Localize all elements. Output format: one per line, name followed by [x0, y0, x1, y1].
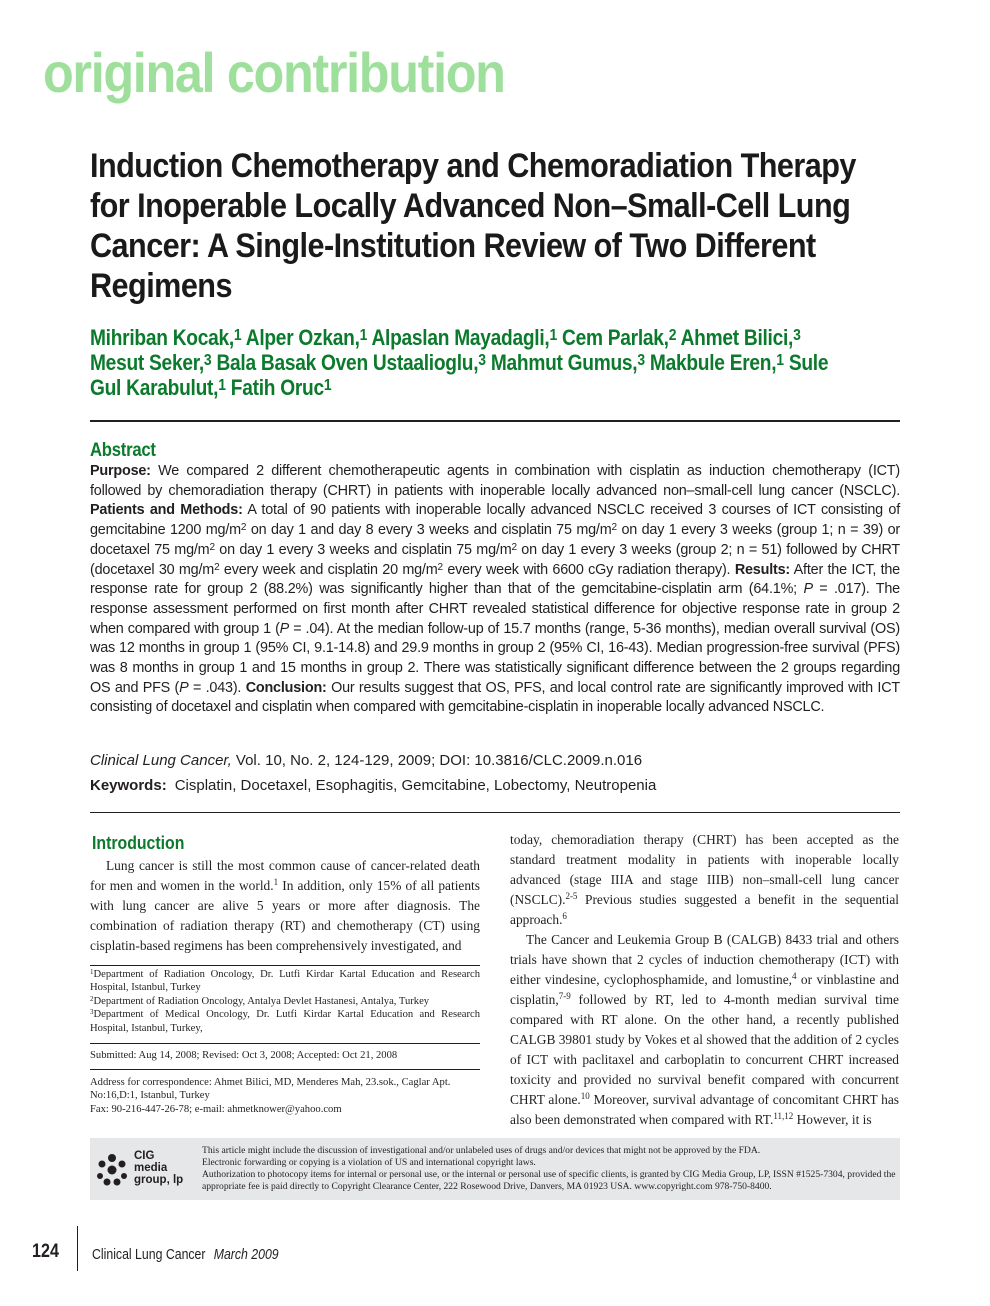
methods-text: A total of 90 patients with inoperable locally advanced NSCLC received 3 courses of ICT consisting of gemcitabine 1200 $mg/m^2$ on day 1 and day 8 every 3 weeks and cisplatin 75 $mg/m^2$ on day 1 every 3 weeks (group 1; n = 39) or docetaxel 75 $mg/m^2$ on day 1 every 3 weeks and cisplatin 75 $mg/m^2$ on day 1 every 3 weeks (group 2; n = 51) followed by CHRT (docetaxel 30 $mg/m^2$ every week and cisplatin 20 $mg/m^2$ every week with 6600 cGy radiation therapy).: [90, 502, 901, 578]
reference-superscript: 1: [273, 877, 279, 887]
affiliation: $^1$Department of Radiation Oncology, Dr. Lutfi Kirdar Kartal Education and Research Hospital, Istanbul, Turkey: [90, 968, 480, 994]
author-affiliation-marker: 3: [203, 352, 212, 369]
keywords-label: Keywords:: [90, 777, 167, 794]
affiliations-divider: [90, 965, 480, 966]
disclaimer-line: This article might include the discussion of investigational and/or unlabeled uses of drugs and/or devices that might not be approved by the FDA.: [202, 1145, 761, 1156]
affiliation: $^2$Department of Radiation Oncology, Antalya Devlet Hastanesi, Antalya, Turkey: [90, 994, 430, 1007]
purpose-label: Purpose:: [90, 463, 151, 479]
citation-journal: Clinical Lung Cancer,: [90, 752, 232, 769]
conclusion-label: Conclusion:: [245, 679, 327, 696]
author-list: [90, 325, 838, 400]
affiliations: [90, 968, 480, 1035]
methods-label: Patients and Methods:: [90, 502, 243, 519]
right-column: [510, 830, 899, 1130]
introduction-paragraph-right-1: today, chemoradiation therapy (CHRT) has been accepted as the standard treatment modality in patients with inoperable locally advanced (stage IIIA and stage IIIB) non–small-cell lung cancer (NSCLC).$^{2-5}$ Previous studies suggested a benefit in the sequential approach.$^6$: [510, 832, 899, 927]
keywords: [90, 776, 900, 796]
author-name: Cem Parlak,$^2$: [562, 325, 677, 350]
citation-details: Vol. 10, No. 2, 124-129, 2009; DOI: 10.3816/CLC.2009.n.016: [231, 752, 643, 769]
footer-journal-name: Clinical Lung Cancer: [92, 1246, 206, 1263]
correspondence-address: Address for correspondence: Ahmet Bilici, MD, Menderes Mah, 23.sok., Caglar Apt. No:16,D:1, Istanbul, Turkey: [90, 1077, 451, 1102]
author-name: Fatih Oruc$^1$: [230, 375, 332, 400]
p-value-symbol: P: [179, 679, 189, 696]
author-affiliation-marker: 1: [359, 327, 368, 344]
reference-superscript: 11,12: [773, 1111, 794, 1121]
reference-superscript: 2: [209, 541, 215, 553]
disclaimer-box: [90, 1138, 900, 1200]
affiliation-number: 3: [90, 1008, 94, 1017]
running-footer: [92, 1246, 279, 1263]
author-affiliation-marker: 3: [637, 352, 645, 369]
footer-divider: [77, 1226, 78, 1271]
author-name: Mahmut Gumus,$^3$: [490, 350, 645, 375]
keywords-list: Cisplatin, Docetaxel, Esophagitis, Gemcitabine, Lobectomy, Neutropenia: [174, 777, 657, 794]
results-text: After the ICT, the response rate for group 2 (88.2%) was significantly higher than that of the gemcitabine-cisplatin arm (64.1%; P = .017). The response assessment performed on first month after CHRT revealed statistical difference for objective response rate in group 2 when compared with group 1 (P = .04). At the median follow-up of 15.7 months (range, 5-36 months), median overall survival (OS) was 12 months in group 1 (95% CI, 9.1-14.8) and 29.9 months in group 2 (95% CI, 16-43). Median progression-free survival (PFS) was 8 months in group 1 and 15 months in group 2. There was statistically significant difference between the 2 groups regarding OS and PFS (P = .043).: [90, 561, 900, 696]
results-label: Results:: [734, 561, 790, 578]
author-affiliation-marker: 1: [776, 352, 784, 369]
abstract-heading: Abstract: [90, 440, 156, 461]
affiliation-number: 2: [90, 994, 94, 1003]
submitted-divider: [90, 1043, 480, 1044]
reference-superscript: 2-5: [565, 891, 578, 901]
author-name: Ahmet Bilici,$^3$: [680, 325, 801, 350]
page-number: 124: [32, 1241, 59, 1262]
p-value-symbol: P: [279, 620, 290, 637]
correspondence-divider: [90, 1069, 480, 1070]
author-affiliation-marker: 1: [218, 377, 226, 394]
reference-superscript: 6: [562, 911, 567, 921]
article-title: Induction Chemotherapy and Chemoradiation Therapy for Inoperable Locally Advanced Non–Small-Cell Lung Cancer: A Single-Institution Review of Two Different Regimens: [90, 147, 856, 305]
section-tag: original contribution: [43, 41, 505, 104]
conclusion-text: Our results suggest that OS, PFS, and local control rate are significantly improved with ICT consisting of docetaxel and cisplatin when compared with gemcitabine-cisplatin in inoperable locally advanced NSCLC.: [90, 679, 900, 716]
reference-superscript: 2: [511, 541, 517, 553]
reference-superscript: 10: [580, 1091, 590, 1101]
author-name: Mesut Seker,$^3$: [90, 350, 212, 375]
publisher-logo: [94, 1148, 194, 1192]
reference-superscript: 2: [437, 561, 443, 573]
abstract-divider: [90, 812, 900, 813]
author-affiliation-marker: 2: [668, 327, 677, 344]
disclaimer-line: Electronic forwarding or copying is a violation of US and international copyright laws.: [202, 1157, 536, 1168]
author-affiliation-marker: 3: [478, 352, 486, 369]
citation: [90, 751, 900, 771]
left-column: [90, 832, 480, 956]
correspondence-contact: Fax: 90-216-447-26-78; e-mail: ahmetknower@yahoo.com: [90, 1103, 342, 1115]
p-value-symbol: P: [803, 581, 813, 598]
disclaimer-text: [202, 1145, 897, 1193]
correspondence: [90, 1076, 480, 1116]
publisher-logo-text: CIG media group, lp: [134, 1150, 184, 1186]
affiliation-number: 1: [90, 968, 94, 976]
reference-superscript: 2: [611, 522, 617, 534]
author-affiliation-marker: 1: [323, 377, 332, 394]
author-name: Sule Gul Karabulut,$^1$: [90, 350, 829, 400]
reference-superscript: 7-9: [558, 991, 571, 1001]
reference-superscript: 2: [240, 522, 247, 534]
abstract-body: [90, 462, 900, 718]
disclaimer-line: Authorization to photocopy items for internal or personal use, or the internal or personal use of specific clients, is granted by CIG Media Group, LP, ISSN #1525-7304, provided the appropriate fee is paid directly to Copyright Clearance Center, 222 Rosewood Drive, Danvers, MA 01923 USA. www.copyright.com 978-750-8400.: [202, 1169, 896, 1192]
author-affiliation-marker: 1: [233, 327, 242, 344]
author-name: Bala Basak Oven Ustaalioglu,$^3$: [216, 350, 486, 375]
purpose-text: We compared 2 different chemotherapeutic agents in combination with cisplatin as induction chemotherapy (ICT) followed by chemoradiation therapy (CHRT) in patients with inoperable locally advanced non–small-cell lung cancer (NSCLC).: [90, 463, 900, 499]
introduction-heading: Introduction: [92, 833, 185, 853]
author-name: Makbule Eren,$^1$: [649, 350, 784, 375]
author-affiliation-marker: 3: [793, 327, 801, 344]
affiliation: $^3$Department of Medical Oncology, Dr. Lutfi Kirdar Kartal Education and Research Hospital, Istanbul, Turkey,: [90, 1008, 480, 1034]
reference-superscript: 4: [792, 971, 797, 981]
author-name: Alpaslan Mayadagli,$^1$: [371, 325, 557, 350]
submission-dates: Submitted: Aug 14, 2008; Revised: Oct 3, 2008; Accepted: Oct 21, 2008: [90, 1050, 398, 1061]
author-affiliation-marker: 1: [549, 327, 557, 344]
title-divider: [90, 420, 900, 422]
introduction-paragraph-right-2: The Cancer and Leukemia Group B (CALGB) 8433 trial and others trials have shown that 2 cycles of induction chemotherapy (ICT) with either vindesine, cyclophosphamide, and lomustine,$^4$ or vinblastine and cisplatin,$^{7-9}$ followed by RT, led to 4-month median survival time compared with RT alone. On the other hand, a recently published CALGB 39801 study by Vokes et al showed that the addition of 2 cycles of ICT with paclitaxel and carboplatin to concurrent CHRT increased toxicity and provided no survival benefit compared with concurrent CHRT alone.$^{10}$ Moreover, survival advantage of concomitant CHRT has also been demonstrated when compared with RT.$^{11,12}$ However, it is: [510, 932, 899, 1127]
reference-superscript: 2: [214, 561, 220, 573]
footer-date: March 2009: [213, 1246, 279, 1263]
introduction-paragraph-left: Lung cancer is still the most common cause of cancer-related death for men and women in the world.$^1$ In addition, only 15% of all patients with lung cancer are alive 5 years or more after diagnosis. The combination of radiation therapy (RT) and chemotherapy (CT) using cisplatin-based regimens has been comprehensively investigated, and: [90, 858, 480, 953]
author-name: Alper Ozkan,$^1$: [245, 325, 368, 350]
publisher-logo-icon: [94, 1152, 130, 1188]
author-name: Mihriban Kocak,$^1$: [90, 325, 242, 350]
